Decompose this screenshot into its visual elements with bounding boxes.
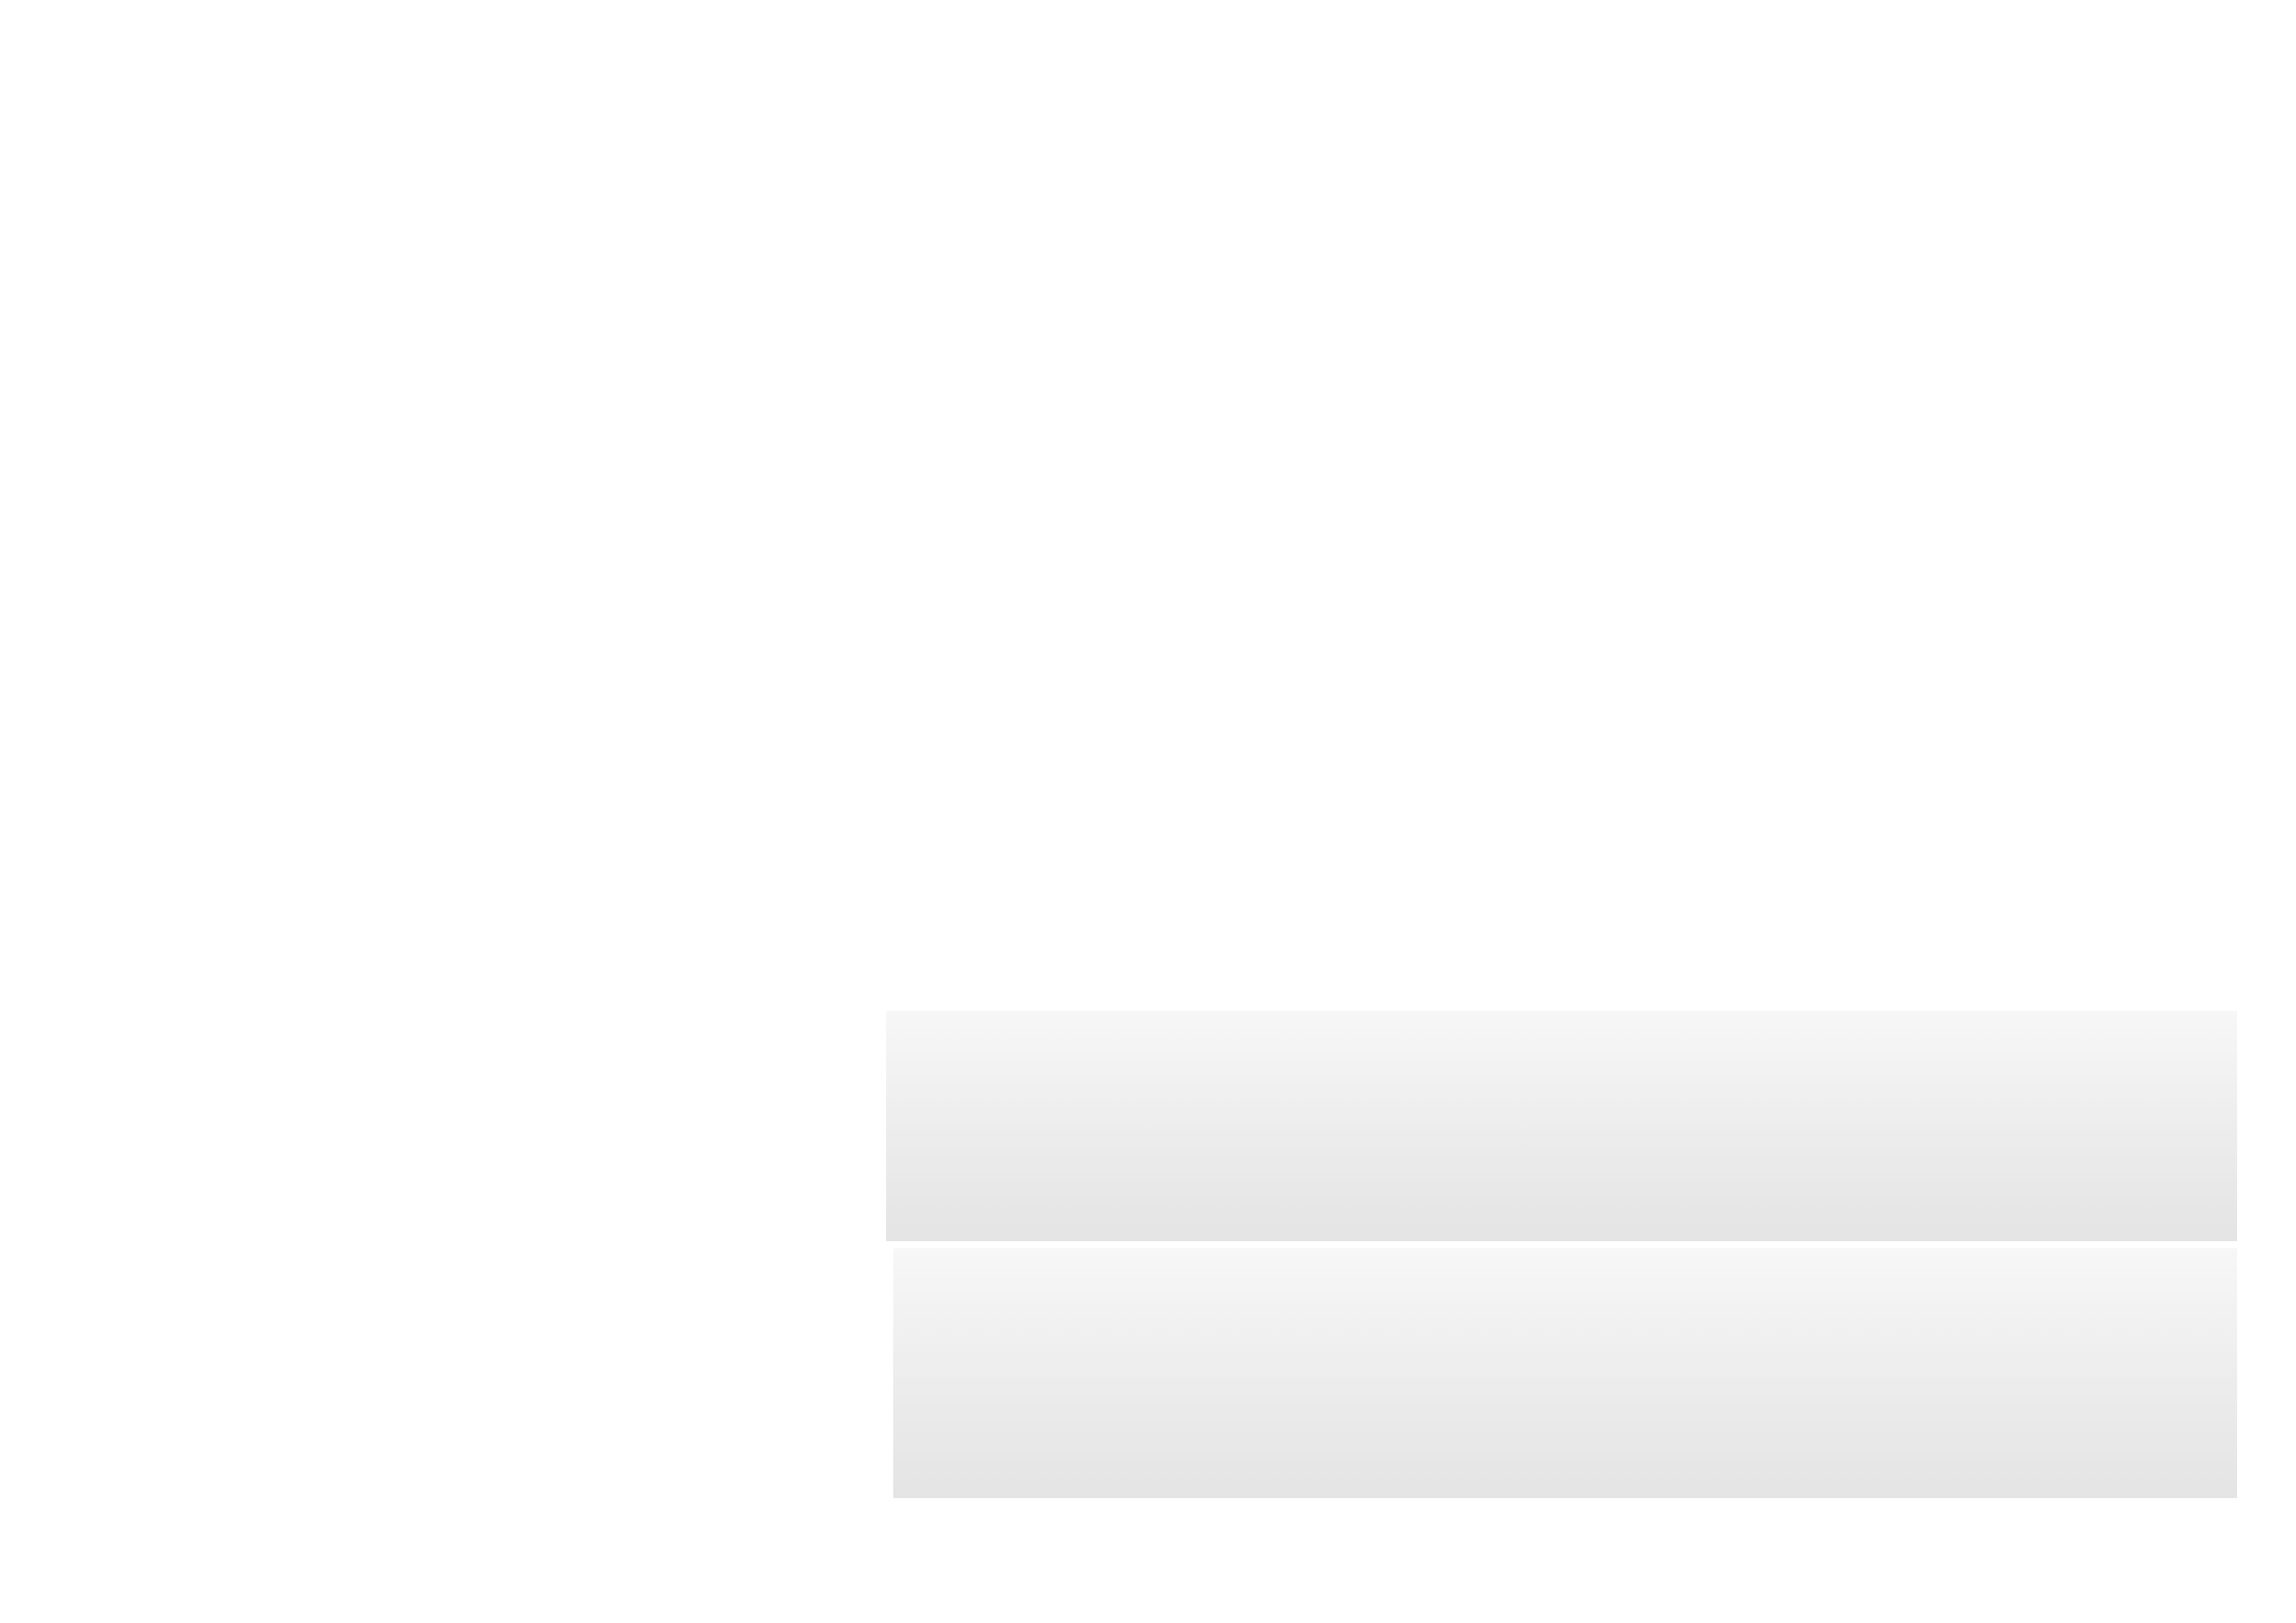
visualisation-strip-top [886, 1011, 2237, 1241]
dome-visualisations-5-8 [893, 1248, 2237, 1498]
dome-visualisations-1-4 [886, 1011, 2237, 1241]
visualisation-strip-bottom [893, 1248, 2237, 1498]
